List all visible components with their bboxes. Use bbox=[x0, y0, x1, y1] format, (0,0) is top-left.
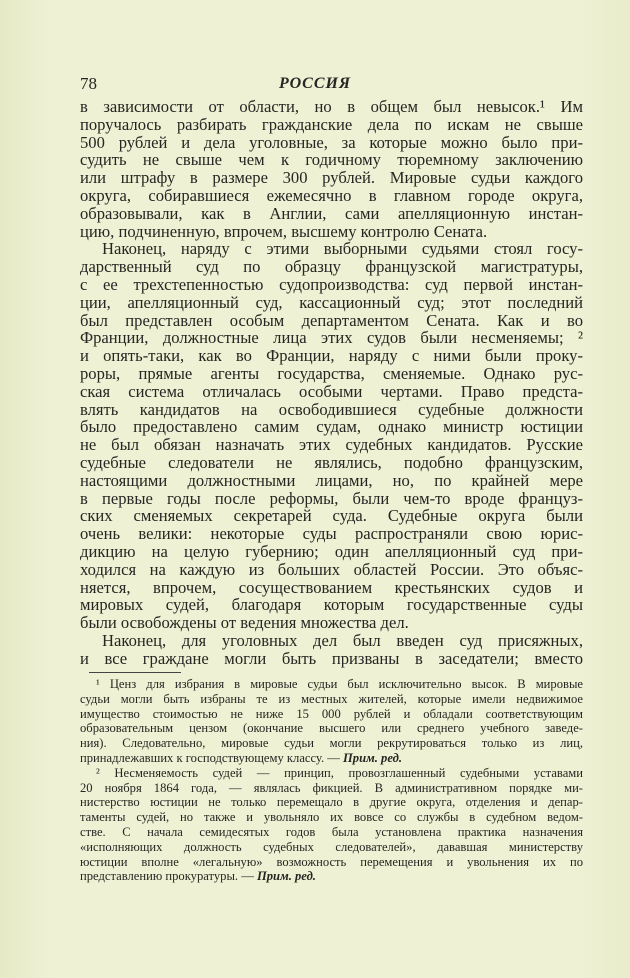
text-line-text: влять кандидатов на освободившиеся судебные должности bbox=[80, 399, 583, 419]
footnote-line-text: ния). Следовательно, мировые судьи могли рекрутироваться только из лиц, bbox=[80, 736, 583, 751]
text-line-text: ских сменяемых секретарей суда. Судебные округа были bbox=[80, 506, 583, 526]
footnote-line-text: таменты судей, но также и увольняло их вовсе со службы в судебном ведом- bbox=[80, 810, 583, 825]
running-title: РОССИЯ bbox=[279, 75, 351, 92]
footnote-line-text: судьи могли быть избраны те из местных жителей, которые имели недвижимое bbox=[80, 691, 583, 706]
text-line bbox=[80, 401, 583, 419]
text-line-text: ции, апелляционный суд, кассационный суд; этот последний bbox=[80, 292, 583, 312]
text-line-text: ская система отличалась особыми чертами. Право предста- bbox=[80, 381, 583, 401]
page-number: 78 bbox=[80, 74, 97, 93]
footnote-divider bbox=[89, 672, 181, 673]
text-line bbox=[80, 151, 583, 169]
footnote-line-text: представлению прокуратуры. — bbox=[80, 869, 257, 884]
footnote-line bbox=[80, 869, 583, 884]
text-line bbox=[80, 614, 583, 632]
text-line bbox=[80, 383, 583, 401]
footnote-line bbox=[80, 825, 583, 840]
text-line-text: судить не свыше чем к годичному тюремному заключению bbox=[80, 150, 583, 170]
footnote-line-text: 20 ноября 1864 года, — являлась фикцией. В административном порядке ми- bbox=[80, 780, 583, 795]
text-line bbox=[80, 223, 583, 241]
text-line bbox=[80, 134, 583, 152]
footnote-line bbox=[80, 855, 583, 870]
text-line bbox=[80, 169, 583, 187]
text-line bbox=[80, 632, 583, 650]
text-line-text: Франции, должностные лица этих судов были несменяемы; ² bbox=[80, 328, 583, 348]
text-line-text: Наконец, наряду с этими выборными судьями стоял госу- bbox=[102, 239, 583, 259]
footnote-line-text: ¹ Ценз для избрания в мировые судьи был исключительно высок. В мировые bbox=[96, 677, 583, 691]
footnote-line-text: образовательным цензом (окончание высшего или среднего учебного заведе- bbox=[80, 721, 583, 736]
text-line-text: дарственный суд по образцу французской магистратуры, bbox=[80, 257, 583, 277]
text-line-text: не был обязан назначать этих судебных кандидатов. Русские bbox=[80, 435, 583, 455]
footnotes bbox=[80, 677, 583, 884]
footnote-line bbox=[80, 707, 583, 722]
text-line bbox=[80, 436, 583, 454]
footnote-line bbox=[80, 677, 583, 692]
text-line bbox=[80, 365, 583, 383]
text-line bbox=[80, 596, 583, 614]
text-line-text: цию, подчиненную, впрочем, высшему контролю Сената. bbox=[80, 221, 488, 241]
text-line-text: был представлен особым департаментом Сената. Как и во bbox=[80, 310, 583, 330]
text-line bbox=[80, 205, 583, 223]
text-line bbox=[80, 187, 583, 205]
text-line bbox=[80, 543, 583, 561]
text-line-text: мировых судей, благодаря которым государственные суды bbox=[80, 595, 583, 615]
text-line bbox=[80, 650, 583, 668]
text-line-text: няется, впрочем, сосуществованием крестьянских судов и bbox=[80, 577, 583, 597]
footnote-line-text: имущество стоимостью не ниже 15 000 рублей и обладали соответствующим bbox=[80, 706, 583, 721]
text-line bbox=[80, 98, 583, 116]
text-line bbox=[80, 490, 583, 508]
text-line bbox=[80, 472, 583, 490]
text-line bbox=[80, 561, 583, 579]
text-line-text: в зависимости от области, но в общем был невысок.¹ Им bbox=[80, 97, 583, 116]
text-line bbox=[80, 418, 583, 436]
text-line-text: судебные следователи не являлись, подобно французским, bbox=[80, 452, 583, 472]
text-line-text: очень велики: некоторые суды распространяли свою юрис- bbox=[80, 524, 583, 544]
text-line-text: или штрафу в размере 300 рублей. Мировые судьи каждого bbox=[80, 168, 583, 188]
text-line bbox=[80, 347, 583, 365]
footnote-line bbox=[80, 781, 583, 796]
text-line bbox=[80, 276, 583, 294]
text-line bbox=[80, 329, 583, 347]
footnote-line-text: нистерство юстиции не только перемещало в другие округа, отделения и депар- bbox=[80, 795, 583, 810]
footnote-line-text: ² Несменяемость судей — принцип, провозглашенный судебными уставами bbox=[96, 765, 583, 780]
footnote-line bbox=[80, 692, 583, 707]
footnote-line-text: юстиции вполне «легальную» возможность перемещения и увольнения их по bbox=[80, 854, 583, 869]
text-line-text: в первые годы после реформы, были чем-то вроде француз- bbox=[80, 488, 583, 508]
footnote-line bbox=[80, 795, 583, 810]
text-line-text: было предоставлено самим судам, однако министр юстиции bbox=[80, 417, 583, 437]
text-line-text: настоящими должностными лицами, но, по крайней мере bbox=[80, 470, 583, 490]
text-line-text: ходился на каждую из больших областей России. Это объяс- bbox=[80, 559, 583, 579]
text-line bbox=[80, 454, 583, 472]
text-line bbox=[80, 525, 583, 543]
text-line-text: округа, собиравшиеся ежемесячно в главном городе округа, bbox=[80, 185, 583, 205]
main-text bbox=[80, 98, 583, 668]
text-line-text: были освобождены от ведения множества дел. bbox=[80, 613, 409, 633]
text-line-text: с ее трехстепенностью судопроизводства: суд первой инстан- bbox=[80, 274, 583, 294]
text-line-text: и опять-таки, как во Франции, наряду с ними были проку- bbox=[80, 346, 583, 366]
text-line-text: дикцию на целую губернию; один апелляционный суд при- bbox=[80, 541, 583, 561]
editor-note: Прим. ред. bbox=[256, 869, 316, 884]
text-line bbox=[80, 294, 583, 312]
text-line bbox=[80, 312, 583, 330]
text-line-text: поручалось разбирать гражданские дела по искам не свыше bbox=[80, 114, 583, 134]
text-line-text: образовывали, как в Англии, сами апелляционную инстан- bbox=[80, 203, 583, 223]
footnote-line bbox=[80, 810, 583, 825]
footnote-line-text: «исполняющих должность судебных следователей», дававшая министерству bbox=[80, 839, 583, 854]
footnote-line-text: принадлежавших к господствующему классу. — bbox=[80, 750, 344, 765]
editor-note: Прим. ред. bbox=[343, 750, 403, 765]
footnote-line bbox=[80, 736, 583, 751]
text-line-text: Наконец, для уголовных дел был введен суд присяжных, bbox=[102, 630, 583, 650]
text-line bbox=[80, 579, 583, 597]
text-line bbox=[80, 258, 583, 276]
text-line bbox=[80, 240, 583, 258]
text-line-text: и все граждане могли быть призваны в заседатели; вместо bbox=[80, 648, 583, 668]
text-line bbox=[80, 116, 583, 134]
text-line-text: 500 рублей и дела уголовные, за которые можно было при- bbox=[80, 132, 583, 152]
footnote-line bbox=[80, 721, 583, 736]
footnote-line bbox=[80, 840, 583, 855]
footnote-line-text: стве. С начала семидесятых годов была установлена практика назначения bbox=[80, 824, 583, 839]
text-line bbox=[80, 507, 583, 525]
footnote-line bbox=[80, 766, 583, 781]
footnote-line bbox=[80, 751, 583, 766]
text-line-text: роры, прямые агенты государства, сменяемые. Однако рус- bbox=[80, 363, 583, 383]
